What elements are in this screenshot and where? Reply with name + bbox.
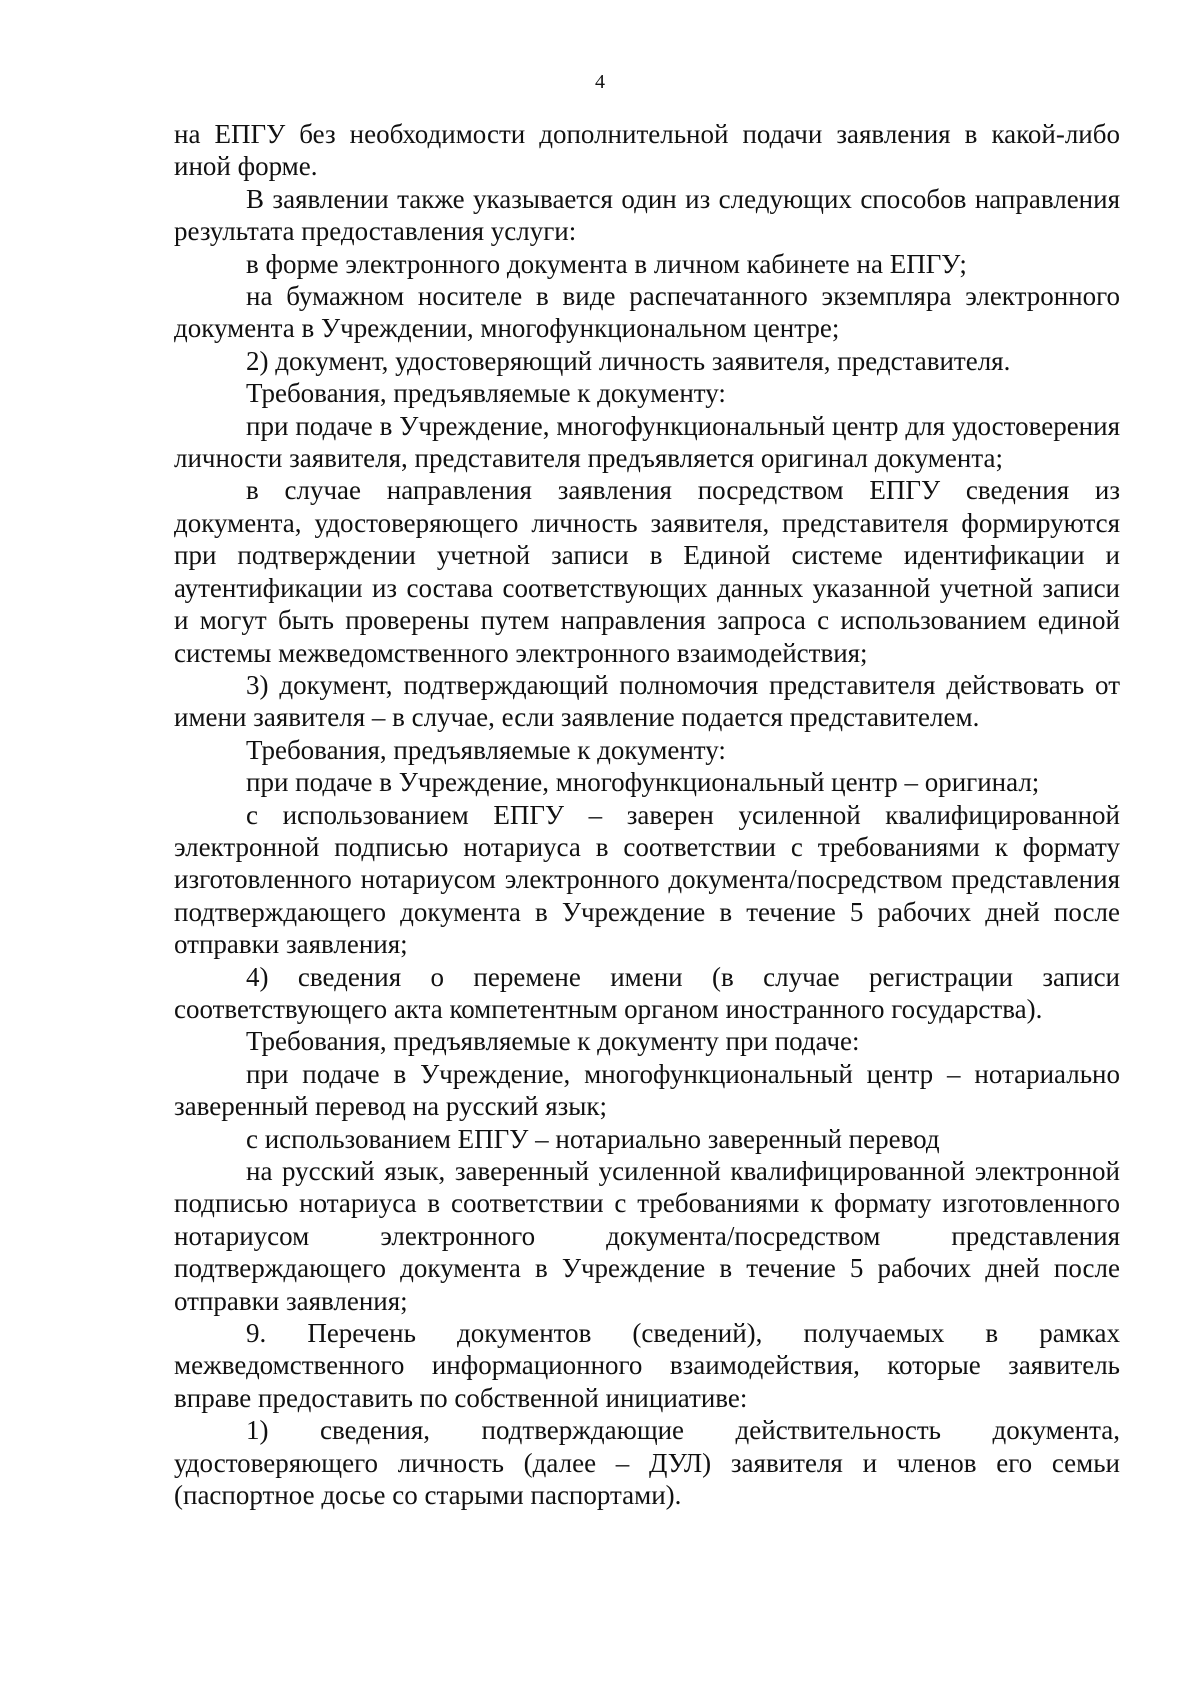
paragraph: Требования, предъявляемые к документу при подаче:	[246, 1026, 860, 1057]
document-body	[174, 118, 1120, 1511]
paragraph: Требования, предъявляемые к документу:	[246, 734, 726, 765]
paragraph: 4) сведения о перемене имени (в случае регистрации записи соответствующего акта компетентным органом иностранного государства).	[174, 961, 1120, 1024]
paragraph: В заявлении также указывается один из следующих способов направления результата предоставления услуги:	[174, 183, 1120, 247]
paragraph: на ЕПГУ без необходимости дополнительной подачи заявления в какой-либо иной форме.	[174, 119, 1120, 182]
paragraph: 9. Перечень документов (сведений), получаемых в рамках межведомственного информационного взаимодействия, которые заявитель вправе предоставить по собственной инициативе:	[174, 1318, 1120, 1413]
paragraph: 2) документ, удостоверяющий личность заявителя, представителя.	[246, 345, 1011, 376]
paragraph: при подаче в Учреждение, многофункциональный центр для удостоверения личности заявителя, представителя предъявляется оригинал документа;	[174, 410, 1120, 474]
paragraph: при подаче в Учреждение, многофункциональный центр – нотариально заверенный перевод на русский язык;	[174, 1058, 1120, 1122]
paragraph: с использованием ЕПГУ – заверен усиленной квалифицированной электронной подписью нотариуса в соответствии с требованиями к формату изготовленного нотариусом электронного документа/посредством представления подтверждающего документа в Учреждение в течение 5 рабочих дней после отправки заявления;	[174, 799, 1120, 960]
paragraph: на бумажном носителе в виде распечатанного экземпляра электронного документа в Учреждении, многофункциональном центре;	[174, 281, 1120, 344]
paragraph: в форме электронного документа в личном кабинете на ЕПГУ;	[246, 248, 967, 279]
paragraph: 3) документ, подтверждающий полномочия представителя действовать от имени заявителя – в случае, если заявление подается представителем.	[174, 669, 1120, 733]
paragraph: с использованием ЕПГУ – нотариально заверенный перевод	[246, 1123, 940, 1154]
page-number: 4	[595, 71, 605, 93]
paragraph: Требования, предъявляемые к документу:	[246, 378, 726, 409]
paragraph: на русский язык, заверенный усиленной квалифицированной электронной подписью нотариуса в соответствии с требованиями к формату изготовленного нотариусом электронного документа/посредством представления подтверждающего документа в Учреждение в течение 5 рабочих дней после отправки заявления;	[174, 1156, 1120, 1316]
paragraph: в случае направления заявления посредством ЕПГУ сведения из документа, удостоверяющего личность заявителя, представителя формируются при подтверждении учетной записи в Единой системе идентификации и аутентификации из состава соответствующих данных указанной учетной записи и могут быть проверены путем направления запроса с использованием единой системы межведомственного электронного взаимодействия;	[174, 475, 1120, 668]
paragraph: при подаче в Учреждение, многофункциональный центр – оригинал;	[246, 767, 1040, 798]
paragraph: 1) сведения, подтверждающие действительность документа, удостоверяющего личность (далее – ДУЛ) заявителя и членов его семьи (паспортное досье со старыми паспортами).	[174, 1415, 1120, 1511]
